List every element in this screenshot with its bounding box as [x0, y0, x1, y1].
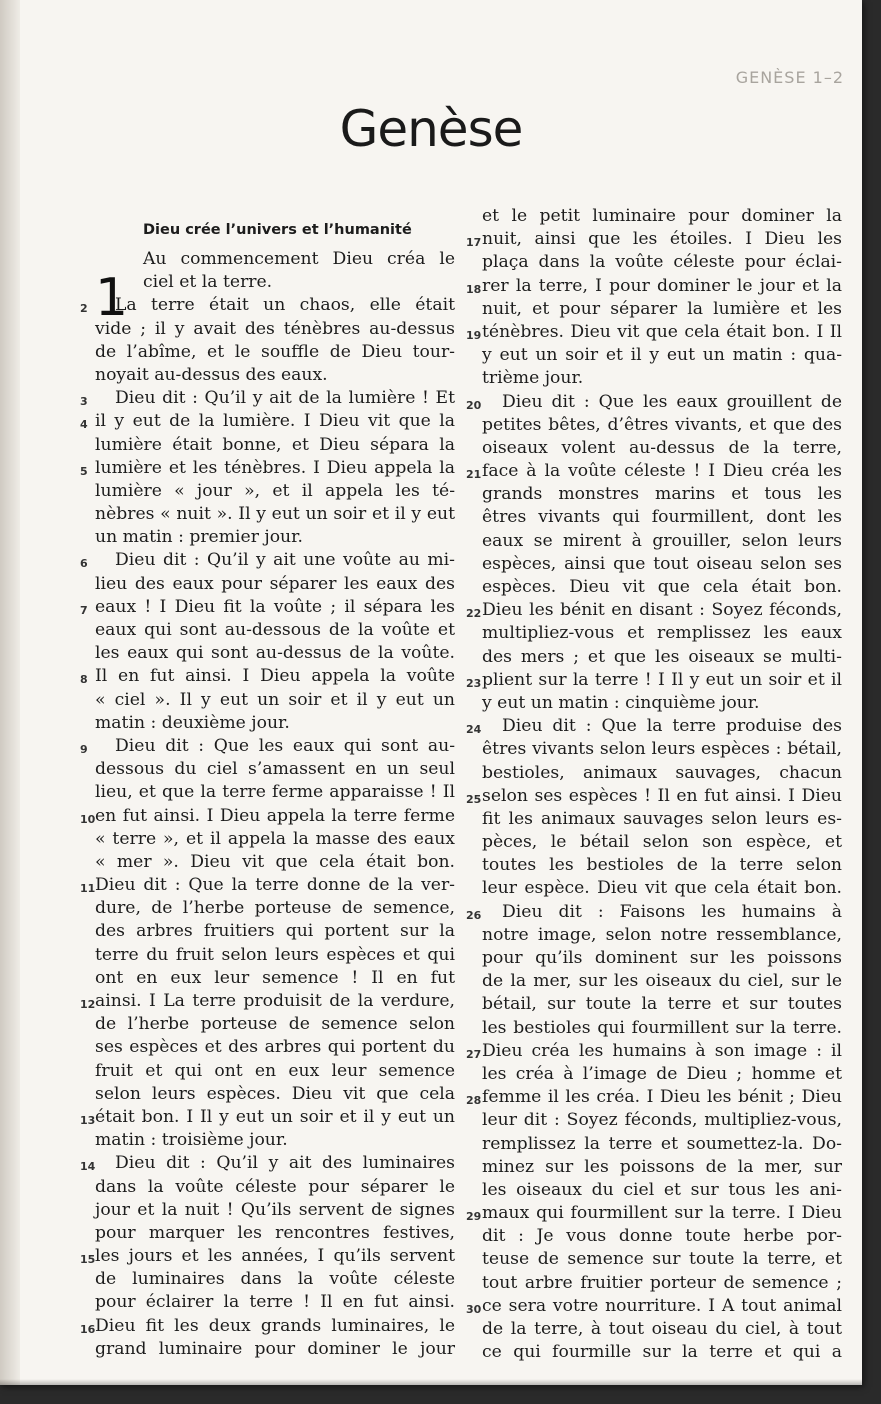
text-line	[482, 367, 842, 390]
verse-number: 29	[466, 1210, 482, 1224]
text-line	[482, 622, 842, 645]
text-line	[466, 715, 842, 738]
text-line	[482, 576, 842, 599]
chapter-number: 1	[95, 268, 129, 328]
text-line	[95, 1199, 455, 1222]
text-line	[482, 1179, 842, 1202]
text-line	[95, 1291, 455, 1314]
text-line	[482, 762, 842, 785]
right-column	[466, 205, 842, 1364]
line-text: leur espèce. Dieu vit que cela était bon.	[482, 878, 842, 899]
text-line	[95, 689, 455, 712]
text-line	[466, 1202, 842, 1225]
text-line	[95, 851, 455, 874]
text-line	[482, 1063, 842, 1086]
text-line	[95, 341, 455, 364]
text-line	[482, 205, 842, 228]
line-text: pour éclairer la terre ! Il en fut ainsi.	[95, 1292, 455, 1313]
verse-number: 16	[80, 1322, 96, 1336]
verse-number: 6	[80, 557, 88, 571]
text-line	[95, 1083, 455, 1106]
line-text: jour et la nuit ! Qu’ils servent de signes	[95, 1199, 455, 1220]
text-line	[466, 1040, 842, 1063]
text-line	[482, 1318, 842, 1341]
verse-number: 11	[80, 882, 96, 896]
line-text: « mer ». Dieu vit que cela était bon.	[95, 851, 455, 872]
line-text: noyait au-dessus des eaux.	[95, 364, 328, 385]
text-line	[466, 321, 842, 344]
text-line	[80, 735, 455, 758]
verse-number: 4	[80, 418, 88, 432]
text-line	[80, 805, 455, 828]
line-text: les bestioles qui fourmillent sur la terre.	[482, 1017, 842, 1038]
line-text: de la mer, sur les oiseaux du ciel, sur le	[482, 971, 842, 992]
line-text: et le petit luminaire pour dominer la	[482, 206, 842, 226]
line-text: les eaux qui sont au-dessus de la voûte.	[95, 643, 455, 664]
text-line	[95, 1176, 455, 1199]
text-line	[466, 391, 842, 414]
line-text: pour marquer les rencontres festives,	[95, 1222, 455, 1243]
line-text: lieu des eaux pour séparer les eaux des	[95, 573, 455, 594]
text-line	[95, 944, 455, 967]
line-text: selon ses espèces ! Il en fut ainsi. I Dieu	[482, 785, 842, 806]
line-text: fit les animaux sauvages selon leurs es-	[482, 808, 842, 829]
line-text: pour qu’ils dominent sur les poissons	[482, 948, 842, 968]
text-line	[80, 1106, 455, 1129]
line-text: eaux ! I Dieu fit la voûte ; il sépara les	[95, 596, 455, 617]
line-text: un matin : premier jour.	[95, 527, 303, 548]
text-line	[482, 738, 842, 761]
line-text: en fut ainsi. I Dieu appela la terre ferme	[95, 805, 455, 826]
line-text: grands monstres marins et tous les	[482, 484, 842, 505]
line-text: Dieu fit les deux grands luminaires, le	[95, 1315, 455, 1336]
line-text: nèbres « nuit ». Il y eut un soir et il y eut	[95, 504, 455, 525]
verse-number: 17	[466, 236, 482, 250]
text-line	[95, 897, 455, 920]
line-text: de la terre, à tout oiseau du ciel, à tout	[482, 1319, 842, 1339]
line-text: maux qui fourmillent sur la terre. I Dieu	[482, 1203, 842, 1224]
line-text: Dieu les bénit en disant : Soyez féconds,	[482, 600, 842, 621]
text-line	[482, 993, 842, 1016]
line-text: La terre était un chaos, elle était	[115, 295, 455, 316]
line-text: plient sur la terre ! I Il y eut un soir et il	[482, 669, 842, 690]
text-line	[80, 387, 455, 410]
line-text: tout arbre fruitier porteur de semence ;	[482, 1272, 842, 1293]
verse-number: 18	[466, 282, 482, 296]
text-line	[482, 1017, 842, 1040]
verse-number: 5	[80, 464, 88, 478]
text-line	[482, 1133, 842, 1156]
line-text: êtres vivants selon leurs espèces : bétail,	[482, 739, 842, 760]
text-line	[482, 1156, 842, 1179]
verse-number: 3	[80, 395, 88, 409]
verse-number: 22	[466, 607, 482, 621]
line-text: femme il les créa. I Dieu les bénit ; Dieu	[482, 1087, 842, 1108]
text-line	[482, 831, 842, 854]
line-text: Dieu dit : Qu’il y ait une voûte au mi-	[115, 550, 455, 571]
line-text: bestioles, animaux sauvages, chacun	[482, 762, 842, 783]
text-line	[95, 781, 455, 804]
line-text: nuit, et pour séparer la lumière et les	[482, 298, 842, 319]
line-text: selon leurs espèces. Dieu vit que cela	[95, 1083, 455, 1104]
line-text: de l’herbe porteuse de semence selon	[95, 1014, 455, 1035]
text-line	[95, 364, 455, 387]
line-text: minez sur les poissons de la mer, sur	[482, 1156, 842, 1177]
line-text: lumière et les ténèbres. I Dieu appela la	[95, 457, 455, 478]
line-text: matin : troisième jour.	[95, 1130, 288, 1151]
text-line	[482, 877, 842, 900]
line-text: matin : deuxième jour.	[95, 712, 290, 733]
verse-number: 10	[80, 812, 96, 826]
text-line	[466, 1086, 842, 1109]
text-line	[95, 1268, 455, 1291]
text-line	[95, 1222, 455, 1245]
line-text: petites bêtes, d’êtres vivants, et que des	[482, 414, 842, 435]
verse-number: 27	[466, 1047, 482, 1061]
text-line	[482, 1248, 842, 1271]
line-text: ce sera votre nourriture. I A tout animal	[482, 1295, 842, 1316]
text-line	[482, 414, 842, 437]
text-line	[482, 1272, 842, 1295]
text-line	[482, 344, 842, 367]
text-line	[482, 947, 842, 970]
text-line	[95, 318, 455, 341]
verse-number: 20	[466, 398, 482, 412]
line-text: rer la terre, I pour dominer le jour et la	[482, 275, 842, 296]
text-line	[95, 248, 455, 271]
text-line	[466, 275, 842, 298]
text-line	[80, 665, 455, 688]
text-line	[466, 599, 842, 622]
text-line	[80, 457, 455, 480]
verse-number: 7	[80, 603, 88, 617]
line-text: ténèbres. Dieu vit que cela était bon. I Il	[482, 321, 842, 342]
verse-number: 12	[80, 998, 96, 1011]
verse-number: 21	[466, 468, 482, 482]
line-text: vide ; il y avait des ténèbres au-dessus	[95, 318, 455, 339]
left-column	[80, 222, 455, 1361]
page-edge-shadow	[0, 1379, 862, 1385]
verse-number: 25	[466, 792, 482, 806]
verse-number: 2	[80, 302, 88, 316]
line-text: les oiseaux du ciel et sur tous les ani-	[482, 1179, 842, 1200]
verse-number: 14	[80, 1160, 96, 1174]
line-text: Dieu créa les humains à son image : il	[482, 1040, 842, 1061]
text-line	[482, 646, 842, 669]
text-line	[95, 526, 455, 549]
text-line	[95, 1036, 455, 1059]
text-line	[466, 1295, 842, 1318]
text-line	[466, 901, 842, 924]
text-line	[95, 480, 455, 503]
text-line	[95, 271, 455, 294]
line-text: pèces, le bétail selon son espèce, et	[482, 832, 842, 853]
running-header: GENÈSE 1–2	[735, 68, 844, 87]
line-text: Dieu dit : Que les eaux grouillent de	[502, 391, 842, 412]
text-line	[95, 503, 455, 526]
line-text: Dieu dit : Qu’il y ait de la lumière ! Et	[115, 388, 455, 409]
text-line	[95, 1060, 455, 1083]
line-text: grand luminaire pour dominer le jour	[95, 1338, 455, 1359]
line-text: terre du fruit selon leurs espèces et qui	[95, 944, 455, 965]
line-text: face à la voûte céleste ! I Dieu créa les	[482, 461, 842, 482]
text-line	[482, 506, 842, 529]
line-text: des mers ; et que les oiseaux se multi-	[482, 646, 842, 667]
line-text: ses espèces et des arbres qui portent du	[95, 1037, 455, 1058]
line-text: Dieu dit : Que la terre donne de la ver-	[95, 875, 455, 896]
line-text: dure, de l’herbe porteuse de semence,	[95, 898, 455, 919]
verse-number: 13	[80, 1113, 96, 1127]
line-text: y eut un soir et il y eut un matin : qua-	[482, 345, 842, 366]
text-line	[80, 549, 455, 572]
line-text: remplissez la terre et soumettez-la. Do-	[482, 1133, 842, 1154]
right-text-lines	[466, 205, 842, 1364]
line-text: ont en eux leur semence ! Il en fut	[95, 967, 455, 988]
line-text: y eut un matin : cinquième jour.	[482, 692, 760, 713]
line-text: Dieu dit : Que la terre produise des	[502, 716, 842, 737]
section-heading: Dieu crée l’univers et l’humanité	[143, 222, 412, 238]
line-text: eaux qui sont au-dessous de la voûte et	[95, 620, 455, 640]
text-line	[482, 1225, 842, 1248]
line-text: dessous du ciel s’amassent en un seul	[95, 759, 455, 780]
text-line	[95, 712, 455, 735]
line-text: espèces. Dieu vit que cela était bon.	[482, 577, 842, 597]
line-text: dans la voûte céleste pour séparer le	[95, 1176, 455, 1197]
line-text: multipliez-vous et remplissez les eaux	[482, 623, 842, 644]
text-line	[466, 785, 842, 808]
line-text: de l’abîme, et le souffle de Dieu tour-	[95, 341, 455, 362]
text-line	[466, 228, 842, 251]
verse-number: 23	[466, 676, 482, 690]
text-line	[95, 1129, 455, 1152]
line-text: lumière « jour », et il appela les té-	[95, 480, 455, 501]
text-line	[95, 434, 455, 457]
verse-number: 19	[466, 328, 482, 342]
book-title: Genèse	[339, 100, 523, 158]
line-text: était bon. I Il y eut un soir et il y eut un	[95, 1106, 455, 1127]
line-text: lieu, et que la terre ferme apparaisse ! Il	[95, 782, 455, 803]
text-line	[482, 808, 842, 831]
text-line	[95, 1013, 455, 1036]
verse-number: 30	[466, 1302, 482, 1316]
line-text: ciel et la terre.	[143, 272, 273, 293]
left-text-lines	[80, 248, 455, 1361]
text-line	[80, 596, 455, 619]
verse-number: 26	[466, 908, 482, 922]
text-line	[95, 1338, 455, 1361]
line-text: ainsi. I La terre produisit de la verdure,	[95, 991, 455, 1011]
text-line	[95, 828, 455, 851]
text-line	[95, 758, 455, 781]
page-gutter	[0, 0, 20, 1385]
line-text: « ciel ». Il y eut un soir et il y eut un	[95, 689, 455, 710]
text-line	[80, 1152, 455, 1175]
text-line	[95, 573, 455, 596]
line-text: teuse de semence sur toute la terre, et	[482, 1249, 842, 1270]
text-line	[482, 924, 842, 947]
text-line	[95, 967, 455, 990]
line-text: ce qui fourmille sur la terre et qui a	[482, 1342, 842, 1363]
line-text: nuit, ainsi que les étoiles. I Dieu les	[482, 229, 842, 250]
line-text: Dieu dit : Qu’il y ait des luminaires	[115, 1153, 455, 1174]
text-line	[466, 669, 842, 692]
text-line	[95, 619, 455, 642]
verse-number: 15	[80, 1253, 96, 1267]
line-text: bétail, sur toute la terre et sur toutes	[482, 994, 842, 1015]
line-text: les créa à l’image de Dieu ; homme et	[482, 1063, 842, 1084]
text-line	[482, 1341, 842, 1364]
text-line	[482, 692, 842, 715]
verse-number: 9	[80, 742, 88, 756]
line-text: oiseaux volent au-dessus de la terre,	[482, 437, 842, 458]
text-line	[482, 854, 842, 877]
text-line	[482, 553, 842, 576]
line-text: eaux se mirent à grouiller, selon leurs	[482, 530, 842, 551]
line-text: il y eut de la lumière. I Dieu vit que la	[95, 411, 455, 432]
line-text: trième jour.	[482, 368, 584, 389]
line-text: Dieu dit : Que les eaux qui sont au-	[115, 735, 455, 756]
line-text: toutes les bestioles de la terre selon	[482, 855, 842, 876]
line-text: de luminaires dans la voûte céleste	[95, 1269, 455, 1290]
line-text: Au commencement Dieu créa le	[143, 249, 455, 269]
text-line	[95, 642, 455, 665]
text-line	[482, 437, 842, 460]
line-text: lumière était bonne, et Dieu sépara la	[95, 434, 455, 455]
text-line	[482, 530, 842, 553]
line-text: Dieu dit : Faisons les humains à	[502, 901, 842, 922]
line-text: espèces, ainsi que tout oiseau selon ses	[482, 553, 842, 574]
text-line	[80, 990, 455, 1013]
text-line	[482, 970, 842, 993]
verse-number: 28	[466, 1094, 482, 1108]
line-text: leur dit : Soyez féconds, multipliez-vous,	[482, 1110, 842, 1131]
verse-number: 24	[466, 723, 482, 737]
text-line	[80, 294, 455, 317]
line-text: les jours et les années, I qu’ils servent	[95, 1246, 455, 1267]
text-line	[482, 298, 842, 321]
line-text: Il en fut ainsi. I Dieu appela la voûte	[95, 666, 455, 687]
text-line	[80, 1245, 455, 1268]
text-line	[95, 920, 455, 943]
text-line	[482, 483, 842, 506]
line-text: dit : Je vous donne toute herbe por-	[482, 1226, 842, 1247]
line-text: êtres vivants qui fourmillent, dont les	[482, 507, 842, 528]
line-text: notre image, selon notre ressemblance,	[482, 924, 842, 945]
text-line	[482, 1109, 842, 1132]
text-line	[466, 460, 842, 483]
text-line	[482, 251, 842, 274]
text-line	[80, 1315, 455, 1338]
text-line	[80, 874, 455, 897]
verse-number: 8	[80, 673, 88, 687]
line-text: plaça dans la voûte céleste pour éclai-	[482, 252, 842, 273]
line-text: des arbres fruitiers qui portent sur la	[95, 921, 455, 942]
text-line	[80, 410, 455, 433]
line-text: fruit et qui ont en eux leur semence	[95, 1060, 455, 1081]
line-text: « terre », et il appela la masse des eaux	[95, 828, 455, 849]
